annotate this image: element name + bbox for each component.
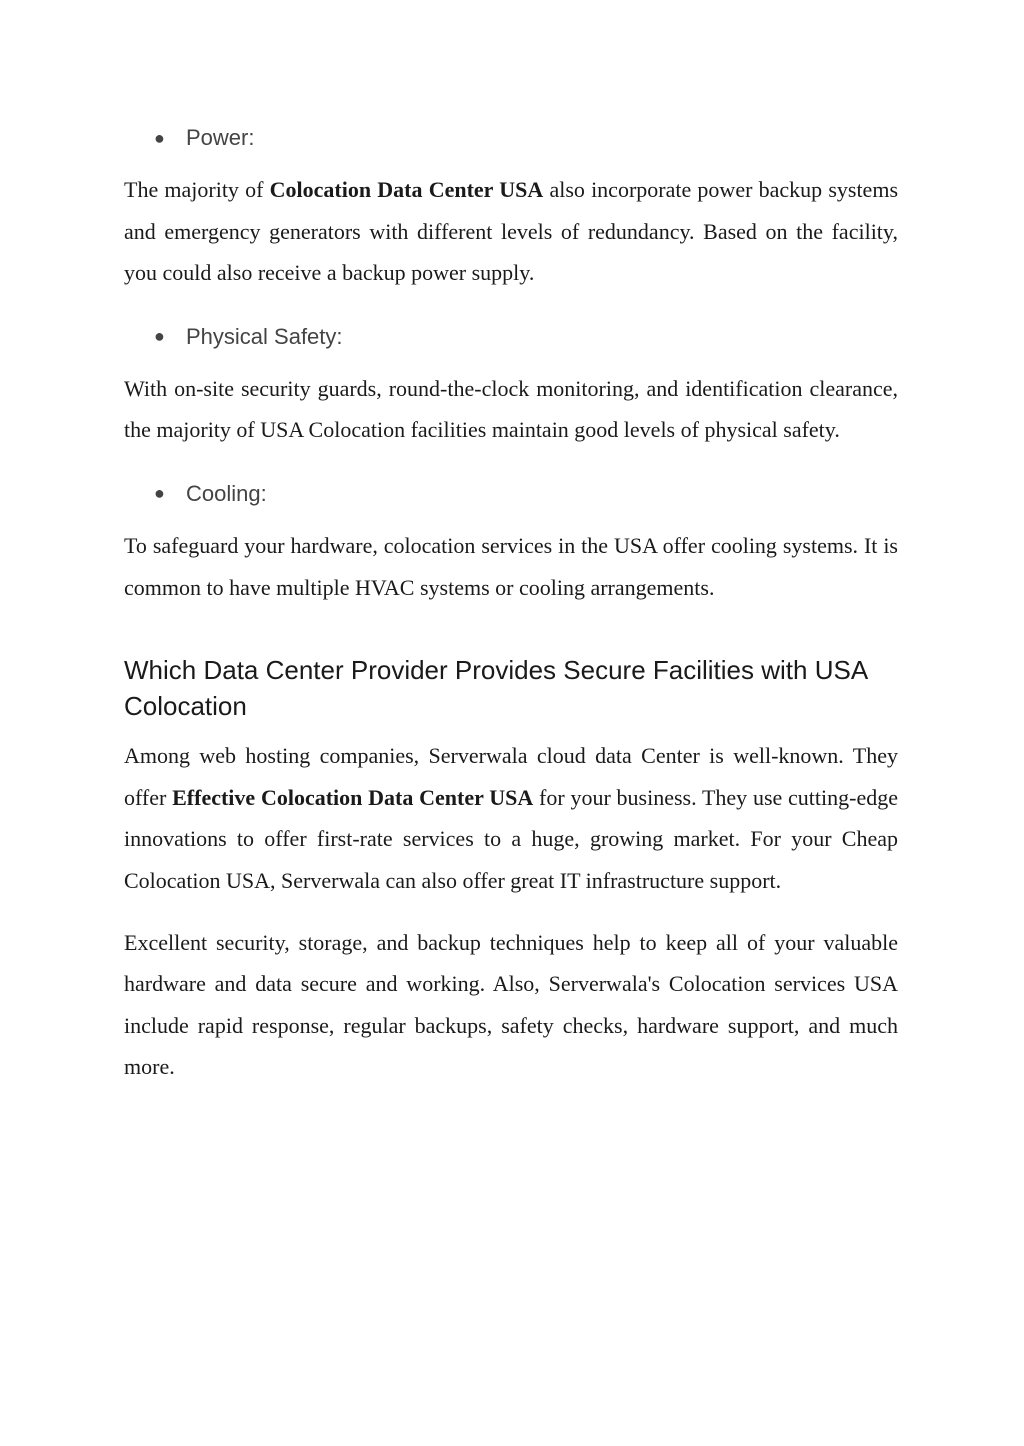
- bullet-dot-icon: ●: [154, 127, 165, 148]
- paragraph-text: for your business. They use cutting-edge innovations to offer first-rate services to a huge, growing market. For your Cheap Colocation USA, Serverwala can also offer great IT infrastructure support.: [124, 784, 898, 893]
- bullet-label: Physical Safety:: [186, 323, 343, 349]
- bullet-dot-icon: ●: [154, 483, 165, 504]
- bullet-physical-safety: [154, 317, 898, 357]
- physical-safety-paragraph: With on-site security guards, round-the-clock monitoring, and identification clearance, the majority of USA Colocation facilities maintain good levels of physical safety.: [124, 375, 898, 443]
- paragraph-text: also incorporate power backup systems and emergency generators with different levels of redundancy. Based on the facility, you could also receive a backup power supply.: [124, 177, 898, 286]
- bullet-label: Cooling:: [186, 480, 267, 506]
- bullet-cooling: [154, 474, 898, 514]
- paragraph-text: Among web hosting companies, Serverwala cloud data Center is well-known. They offer: [124, 743, 898, 810]
- bullet-dot-icon: ●: [154, 326, 165, 347]
- section-heading: Which Data Center Provider Provides Secure Facilities with USA Colocation: [124, 655, 867, 722]
- paragraph-bold-text: Effective Colocation Data Center USA: [172, 784, 534, 810]
- provider-paragraph: [124, 735, 898, 901]
- closing-paragraph: Excellent security, storage, and backup techniques help to keep all of your valuable hardware and data secure and working. Also, Serverwala's Colocation services USA include rapid response, regular backups, safety checks, hardware support, and much more.: [124, 929, 898, 1080]
- cooling-paragraph: To safeguard your hardware, colocation services in the USA offer cooling systems. It is common to have multiple HVAC systems or cooling arrangements.: [124, 532, 898, 600]
- paragraph-text: The majority of: [124, 177, 270, 202]
- bullet-power: [154, 118, 898, 158]
- bullet-label: Power:: [186, 125, 255, 150]
- document-page: [124, 118, 898, 1088]
- paragraph-bold-text: Colocation Data Center USA: [269, 177, 544, 202]
- power-paragraph: [124, 169, 898, 294]
